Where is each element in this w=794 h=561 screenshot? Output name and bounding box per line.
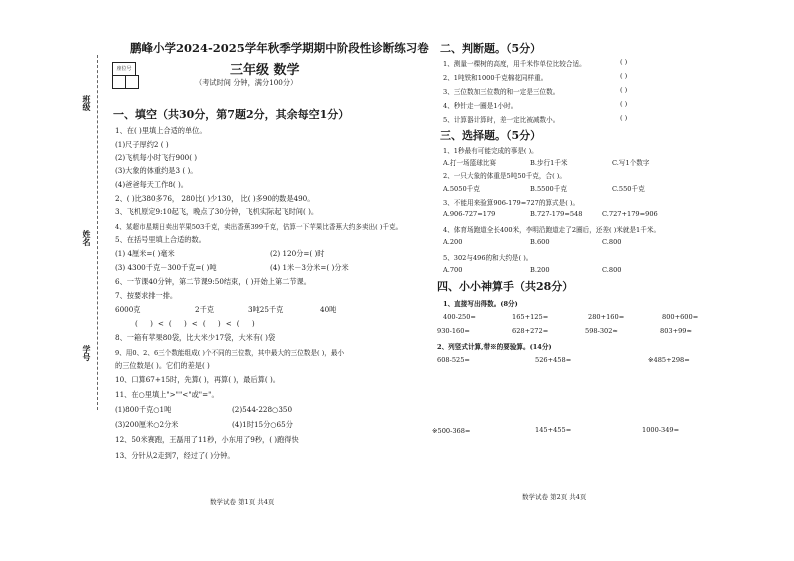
choice-1-option-b[interactable]: B.步行1千米 <box>530 159 568 167</box>
choice-4-option-c[interactable]: C.800 <box>602 238 622 246</box>
q2: 2、( )比380多76， 280比( )少130， 比( )多90的数是490。 <box>115 194 315 203</box>
exam-title: 鹏峰小学2024-2025学年秋季学期期中阶段性诊断练习卷 <box>130 41 429 55</box>
choice-4-option-b[interactable]: B.600 <box>530 238 550 246</box>
q1-item-3: (3)大象的体重约是3 ( )。 <box>115 166 198 175</box>
oral-2-2: 628+272= <box>512 327 549 335</box>
oral-1-1: 400-250= <box>443 313 476 321</box>
judge-3-text: 3、三位数加三位数的和一定是三位数。 <box>443 88 560 96</box>
choice-2-question: 2、一只大象的体重是5吨50千克，合( )。 <box>443 172 566 180</box>
choice-1-question: 1、1秒最有可能完成的事是( )。 <box>443 147 538 155</box>
choice-3-option-c[interactable]: C.727+179=906 <box>602 210 658 218</box>
judge-2-text: 2、1吨铁和1000千克棉花同样重。 <box>443 74 548 82</box>
choice-2-option-b[interactable]: B.5500千克 <box>530 185 567 193</box>
seat-number-label: 座位号 <box>112 62 136 76</box>
q5-item-2: (2) 120分=( )时 <box>270 249 325 258</box>
judge-2-bracket[interactable]: ( ) <box>620 72 628 80</box>
choice-5-question: 5、302与496的和大约是( )。 <box>443 254 533 262</box>
oral-2-1: 930-160= <box>437 327 470 335</box>
judge-1-text: 1、测量一棵树的高度，用千米作单位比较合适。 <box>443 60 586 68</box>
q5-item-3: (3) 4300千克－300千克=( )吨 <box>115 263 217 272</box>
vertical-2-2: 145+455= <box>535 426 572 434</box>
choice-4-option-a[interactable]: A.200 <box>443 238 463 246</box>
q3: 3、飞机原定9:10起飞，晚点了30分钟，飞机实际起飞时间( )。 <box>115 207 319 216</box>
q7-value-3: 3吨25千克 <box>248 305 284 314</box>
judge-5-bracket[interactable]: ( ) <box>620 114 628 122</box>
q11-item-2: (2)544-228○350 <box>232 405 293 414</box>
section1-title: 一、填空（共30分，第7题2分，其余每空1分） <box>113 108 350 121</box>
choice-5-option-b[interactable]: B.200 <box>530 266 550 274</box>
name-label: 姓名 <box>82 230 92 246</box>
section3-title: 三、选择题。（5分） <box>440 129 542 142</box>
section2-title: 二、判断题。（5分） <box>440 42 542 55</box>
choice-2-option-c[interactable]: C.550千克 <box>612 185 645 193</box>
oral-title: 1、直接写出得数。(8分) <box>443 300 518 308</box>
choice-3-option-a[interactable]: A.906-727=179 <box>443 210 496 218</box>
judge-5-text: 5、计算器计算时，差一定比被减数小。 <box>443 116 560 124</box>
left-footer: 数学试卷 第1页 共4页 <box>210 498 275 506</box>
oral-2-4: 803+99≈ <box>660 327 693 335</box>
choice-2-option-a[interactable]: A.5050千克 <box>443 185 480 193</box>
q1-item-2: (2)飞机每小时飞行900( ) <box>115 153 198 162</box>
vertical-title: 2、列竖式计算,带※的要验算。(14分) <box>437 343 552 351</box>
choice-5-option-c[interactable]: C.800 <box>602 266 622 274</box>
q11-item-3: (3)200厘米○2分米 <box>115 420 179 429</box>
choice-3-question: 3、不能用来验算906-179=727的算式是( )。 <box>443 199 580 207</box>
q1-item-4: (4)爸爸每天工作8( )。 <box>115 180 188 189</box>
q5-stem: 5、在括号里填上合适的数。 <box>115 235 206 244</box>
student-id-label: 学号 <box>82 345 92 361</box>
grade-subject: 三年级 数学 <box>230 63 300 78</box>
q13: 13、分针从2走到7，经过了( )分钟。 <box>115 451 235 460</box>
q7-value-4: 40吨 <box>320 305 337 314</box>
q4: 4、某超市星期日卖出苹果503千克，卖出香蕉399千克，估算一下苹果比香蕉大约多卖出( )千克。 <box>115 223 403 231</box>
seat-number-box-1[interactable] <box>112 75 126 89</box>
judge-3-bracket[interactable]: ( ) <box>620 86 628 94</box>
section4-title: 四、小小神算手（共28分） <box>437 280 574 293</box>
choice-1-option-a[interactable]: A.打一场篮球比赛 <box>443 159 497 167</box>
q5-item-4: (4) 1米－3分米=( )分米 <box>270 263 349 272</box>
q11-item-1: (1)800千克○1吨 <box>115 405 172 414</box>
q9-line-2: 的三位数是( )。它们的差是( ) <box>115 361 210 370</box>
q6: 6、一节课40分钟，第二节课9:50结束，( )开始上第二节课。 <box>115 277 311 286</box>
seat-number-box-2[interactable] <box>125 75 139 89</box>
q7-order-blanks: ( )<( )<( )<( ) <box>135 319 260 328</box>
choice-1-option-c[interactable]: C.写1个数字 <box>612 159 650 167</box>
q8: 8、一箱有苹果80袋，比大米少17袋，大米有( )袋 <box>115 333 276 342</box>
q7-stem: 7、按要求排一排。 <box>115 291 178 300</box>
oral-1-4: 800+600= <box>662 313 699 321</box>
q11-item-4: (4)1时15分○65分 <box>232 420 293 429</box>
class-label: 班级 <box>82 95 92 111</box>
q12: 12、50米赛跑，王磊用了11秒，小东用了9秒，( )跑得快 <box>115 435 299 444</box>
oral-2-3: 598-302≈ <box>585 327 618 335</box>
right-footer: 数学试卷 第2页 共4页 <box>522 493 587 501</box>
choice-5-option-a[interactable]: A.700 <box>443 266 463 274</box>
judge-4-bracket[interactable]: ( ) <box>620 100 628 108</box>
q7-value-2: 2千克 <box>195 305 214 314</box>
vertical-1-1: 608-525= <box>437 356 470 364</box>
choice-4-question: 4、体育场跑道全长400米，李明沿跑道走了2圈后，还差( )米就是1千米。 <box>443 226 661 234</box>
judge-1-bracket[interactable]: ( ) <box>620 58 628 66</box>
binding-line <box>92 55 103 410</box>
vertical-2-3: 1000-349= <box>642 426 680 434</box>
judge-4-text: 4、秒针走一圈是1小时。 <box>443 102 518 110</box>
vertical-1-3: ※485+298= <box>648 356 690 364</box>
vertical-2-1: ※500-368= <box>432 427 471 435</box>
q11-stem: 11、在○里填上">""<"或"="。 <box>115 390 219 399</box>
q9-line-1: 9、用0、2、6三个数能组成( )个不同的三位数，其中最大的三位数是( )，最小 <box>115 349 345 357</box>
q5-item-1: (1) 4厘米=( )毫米 <box>115 249 175 258</box>
q1-stem: 1、在( )里填上合适的单位。 <box>115 126 207 135</box>
oral-1-2: 165+125= <box>512 313 549 321</box>
q10: 10、口算67+15时，先算( )，再算( )，最后算( )。 <box>115 375 280 384</box>
exam-info: （考试时间 分钟，满分100分） <box>195 78 298 87</box>
q7-value-1: 6000克 <box>115 305 141 314</box>
q1-item-1: (1)尺子厚约2 ( ) <box>115 140 169 149</box>
oral-1-3: 280+160= <box>588 313 625 321</box>
vertical-1-2: 526+458= <box>535 356 572 364</box>
choice-3-option-b[interactable]: B.727-179=548 <box>530 210 583 218</box>
